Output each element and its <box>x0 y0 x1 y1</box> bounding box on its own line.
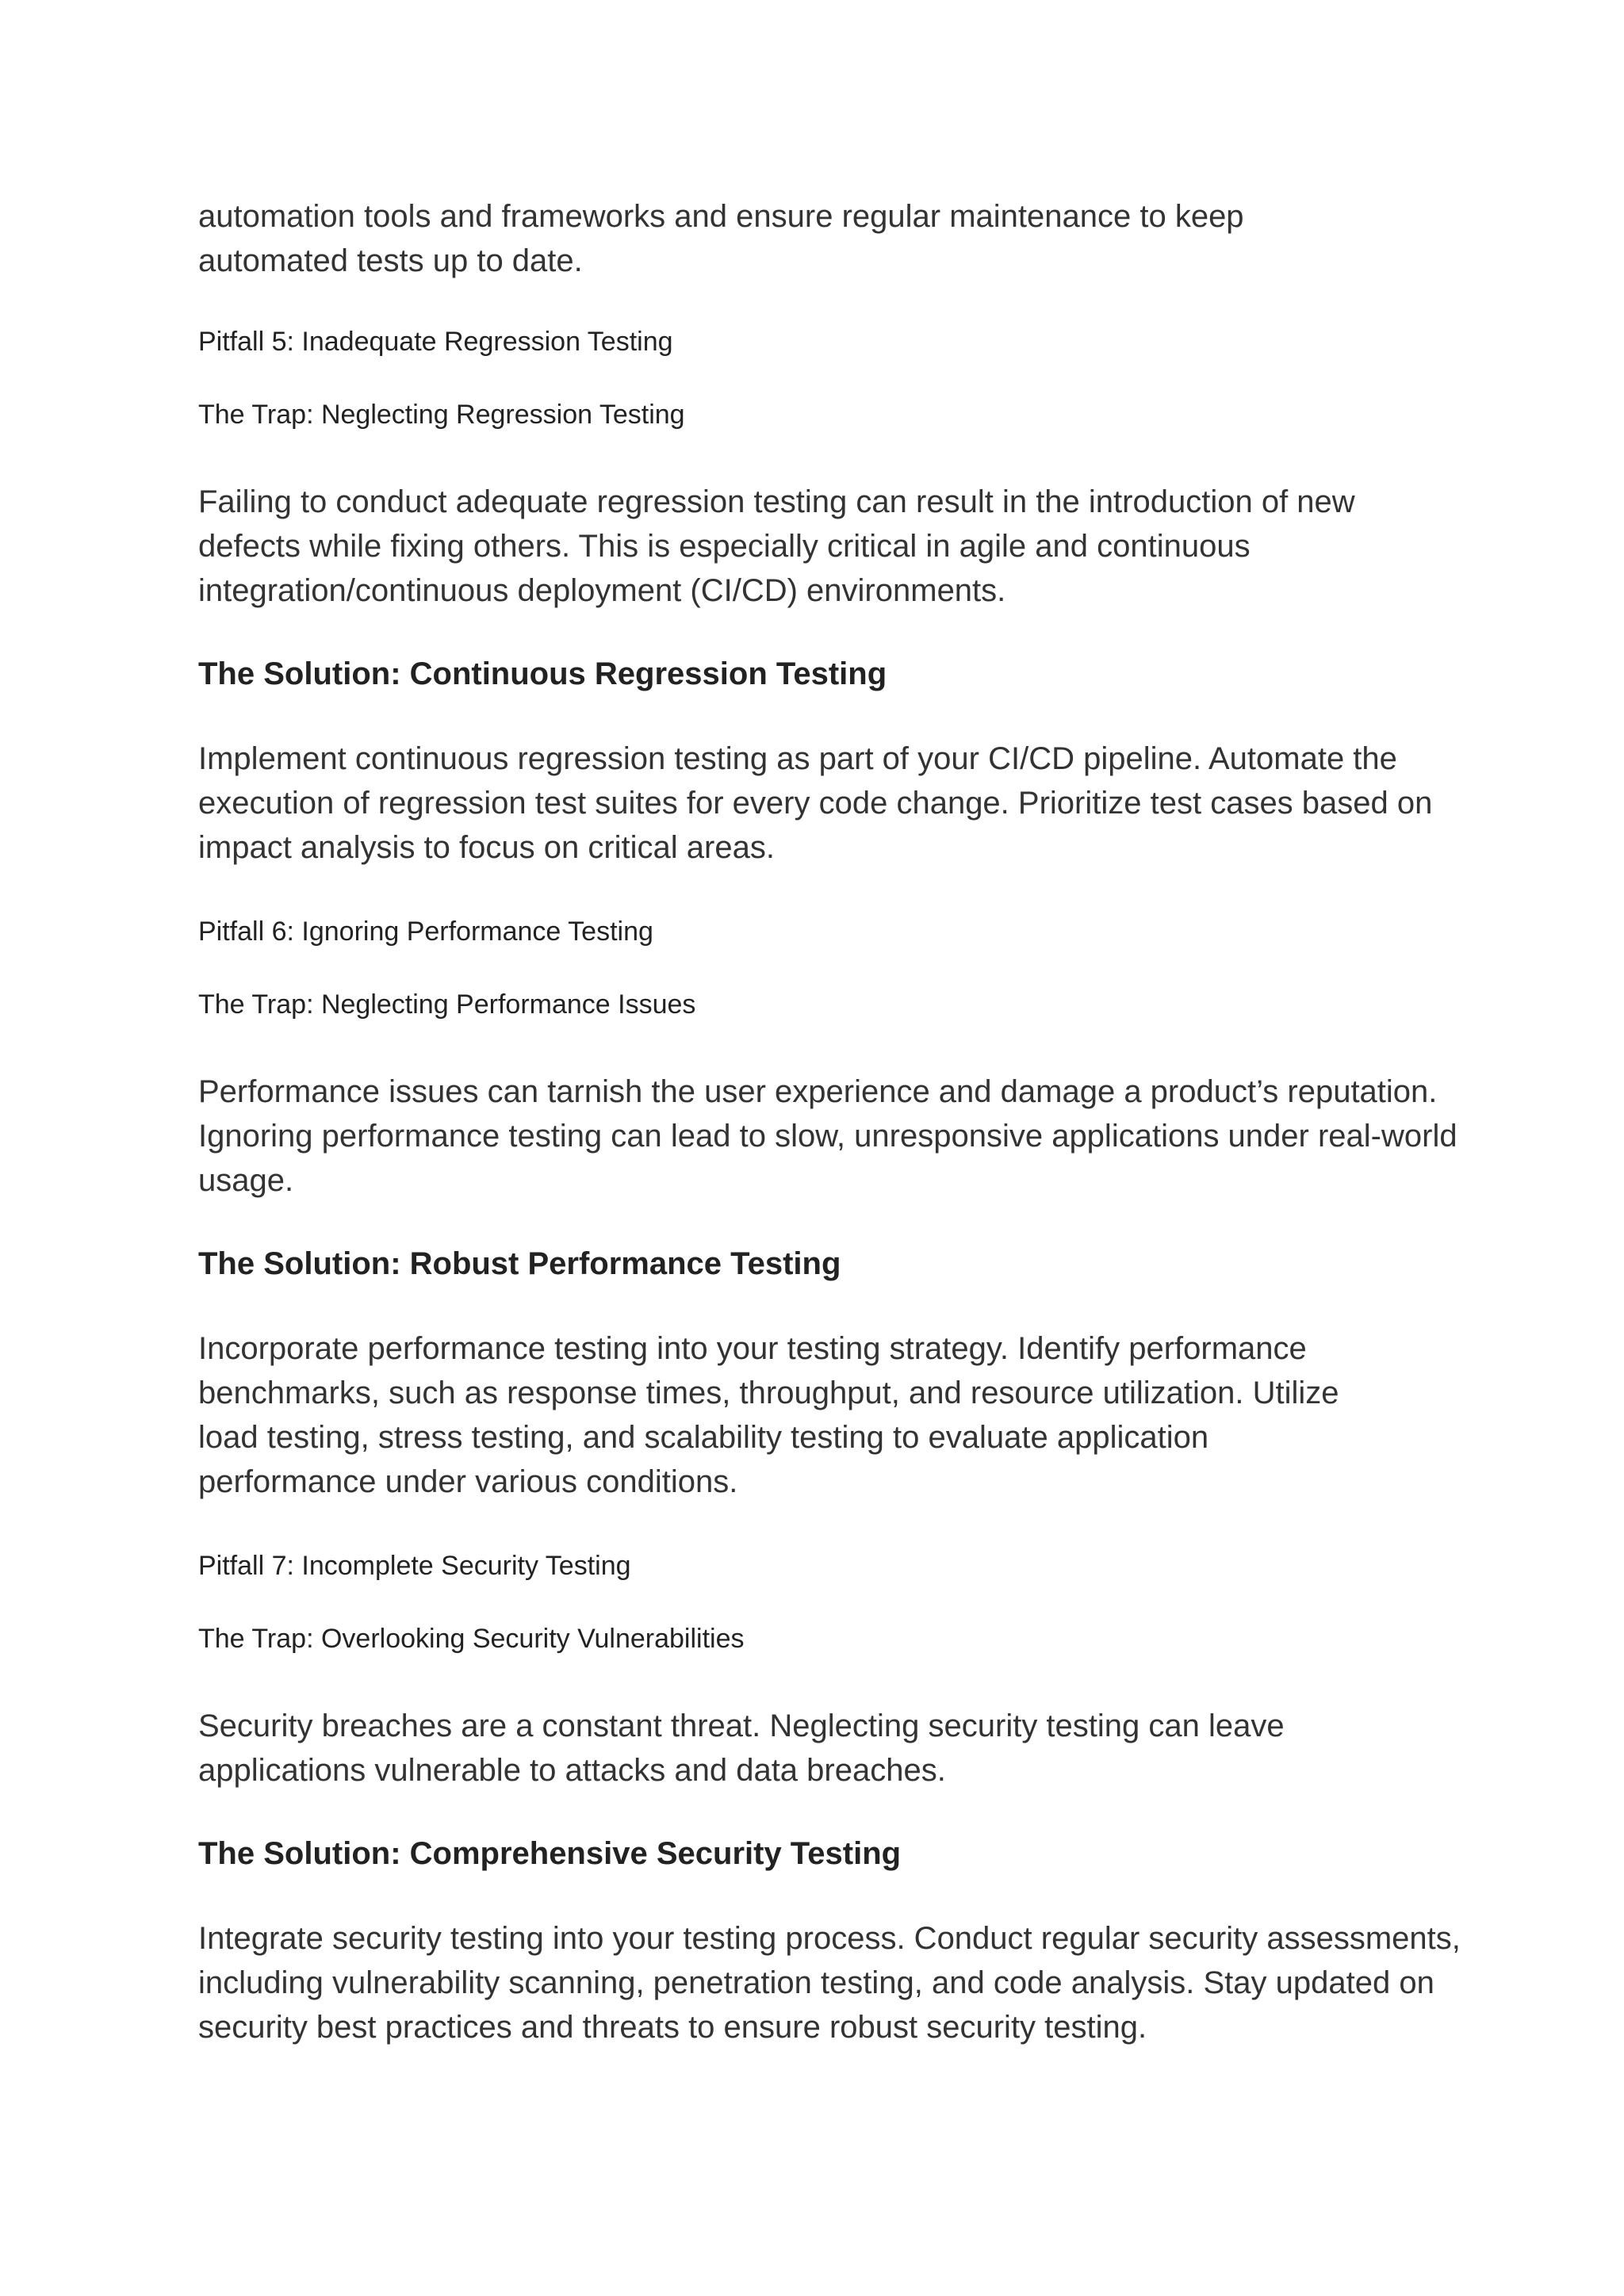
document-page <box>198 194 1467 2049</box>
pitfall-5-solution-heading: The Solution: Continuous Regression Testing <box>198 656 887 691</box>
pitfall-6-solution-heading: The Solution: Robust Performance Testing <box>198 1246 841 1281</box>
pitfall-7-trap-heading: The Trap: Overlooking Security Vulnerabilities <box>198 1624 745 1654</box>
pitfall-5-trap-paragraph: Failing to conduct adequate regression testing can result in the introduction of new defects while fixing others. This is especially critical in agile and continuous integration/continuous deployment (CI/CD) environments. <box>198 484 1355 608</box>
pitfall-7-heading: Pitfall 7: Incomplete Security Testing <box>198 1551 631 1581</box>
pitfall-7-trap-paragraph: Security breaches are a constant threat. Neglecting security testing can leave applications vulnerable to attacks and data breaches. <box>198 1709 1285 1788</box>
pitfall-5-solution-paragraph: Implement continuous regression testing as part of your CI/CD pipeline. Automate the execution of regression test suites for every code change. Prioritize test cases based on impact analysis to focus on critical areas. <box>198 741 1433 865</box>
intro-paragraph: automation tools and frameworks and ensure regular maintenance to keep automated tests up to date. <box>198 199 1244 278</box>
pitfall-6-heading: Pitfall 6: Ignoring Performance Testing <box>198 916 653 947</box>
pitfall-5-heading: Pitfall 5: Inadequate Regression Testing <box>198 327 673 357</box>
pitfall-5-trap-heading: The Trap: Neglecting Regression Testing <box>198 400 685 430</box>
pitfall-7-solution-heading: The Solution: Comprehensive Security Testing <box>198 1836 902 1871</box>
pitfall-7-solution-paragraph: Integrate security testing into your testing process. Conduct regular security assessments, including vulnerability scanning, penetration testing, and code analysis. Stay updated on security best practices and threats to ensure robust security testing. <box>198 1921 1461 2045</box>
pitfall-6-trap-heading: The Trap: Neglecting Performance Issues <box>198 989 696 1020</box>
pitfall-6-trap-paragraph: Performance issues can tarnish the user experience and damage a product’s reputation. Ignoring performance testing can lead to slow, unresponsive applications under real-world usage. <box>198 1074 1457 1198</box>
pitfall-6-solution-paragraph: Incorporate performance testing into your testing strategy. Identify performance benchmarks, such as response times, throughput, and resource utilization. Utilize load testing, stress testing, and scalability testing to evaluate application performance under various conditions. <box>198 1331 1339 1499</box>
